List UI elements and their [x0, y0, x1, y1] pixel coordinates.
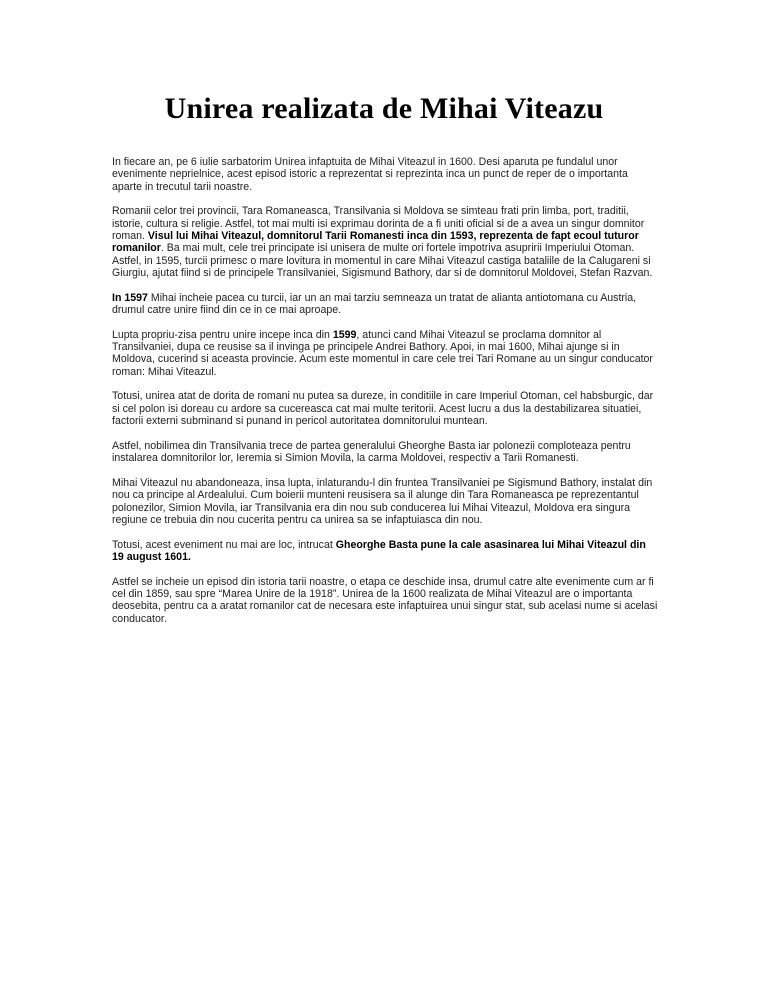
paragraph — [112, 156, 658, 193]
document-body — [112, 156, 658, 637]
document-title: Unirea realizata de Mihai Viteazu — [164, 92, 604, 125]
paragraph — [112, 292, 658, 317]
paragraph — [112, 440, 658, 465]
text-run: Mihai incheie pacea cu turcii, iar un an mai tarziu semneaza un tratat de alianta antiotomana cu Austria, drumul catre unire fiind din ce in ce mai aproape. — [112, 291, 637, 316]
paragraph — [112, 390, 658, 427]
paragraph — [112, 576, 658, 625]
bold-text-run: In 1597 — [112, 291, 148, 304]
text-run: Mihai Viteazul nu abandoneaza, insa lupta, inlaturandu-l din fruntea Transilvaniei pe Sigismund Bathory, instalat din nou ca principe al Ardealului. Cum boierii munteni reusisera sa il alunge din Tara Romaneasca pe reprezentantul polonezilor, Simion Movila, iar Transilvania era din nou sub conducerea lui Mihai Viteazul, Moldova era singura regiune ce trebuia din nou cucerita pentru ca unirea sa se infaptuiasca din nou. — [112, 476, 653, 526]
bold-text-run: Gheorghe Basta pune la cale asasinarea lui Mihai Viteazul din 19 august 1601. — [112, 538, 646, 563]
text-run: Astfel, nobilimea din Transilvania trece de partea generalului Gheorghe Basta iar polonezii comploteaza pentru instalarea domnitorilor lor, Ieremia si Simion Movila, la carma Moldovei, respectiv a Tarii Romanesti. — [112, 439, 631, 465]
text-run: Lupta propriu-zisa pentru unire incepe inca din — [112, 328, 333, 341]
paragraph — [112, 205, 658, 279]
text-run: Astfel se incheie un episod din istoria tarii noastre, o etapa ce deschide insa, drumul catre alte evenimente cum ar fi cel din 1859, sau spre “Marea Unire de la 1918”. Unirea de la 1600 realizata de Mihai Viteazul are o importanta deosebita, pentru ca a aratat romanilor cat de necesara este infaptuirea unui singur stat, sub acelasi nume si acelasi conducator. — [112, 575, 658, 625]
paragraph — [112, 329, 658, 378]
text-run: In fiecare an, pe 6 iulie sarbatorim Unirea infaptuita de Mihai Viteazul in 1600. Desi aparuta pe fundalul unor evenimente neprielnice, acest episod istoric a reprezentat si reprezinta inca un punct de reper de o importanta aparte in trecutul tarii noastre. — [112, 156, 628, 193]
text-run: . Ba mai mult, cele trei principate isi unisera de multe ori fortele impotriva asupririi Imperiului Otoman. Astfel, in 1595, turcii primesc o mare lovitura in momentul in care Mihai Viteazul castiga bataliile de la Calugareni si Giurgiu, ajutat fiind si de principele Transilvaniei, Sigismund Bathory, dar si de domnitorul Moldovei, Stefan Razvan. — [112, 242, 653, 279]
bold-text-run: 1599 — [332, 328, 357, 341]
text-run: Romanii celor trei provincii, Tara Romaneasca, Transilvania si Moldova se simteau frati prin limba, port, traditii, istorie, cultura si religie. Astfel, tot mai multi isi exprimau dorinta de a fi uniti oficial si de a avea un singur domnitor roman. — [112, 205, 645, 242]
text-run: Totusi, unirea atat de dorita de romani nu putea sa dureze, in conditiile in care Imperiul Otoman, cel habsburgic, dar si cel polon isi doreau cu ardore sa cucereasca cat mai multe teritorii. Acest lucru a dus la destabilizarea situatiei, factorii externi subminand si punand in pericol autoritatea domnitorului muntean. — [112, 390, 654, 428]
paragraph — [112, 477, 658, 526]
text-run: Totusi, acest eveniment nu mai are loc, intrucat — [112, 538, 336, 551]
text-run: , atunci cand Mihai Viteazul se proclama domnitor al Transilvaniei, dupa ce reusise sa il invinga pe principele Andrei Bathory. Apoi, in mai 1600, Mihai ajunge si in Moldova, cucerind si aceasta provincie. Acum este momentul in care cele trei Tari Romane au un singur conducator roman: Mihai Viteazul. — [112, 328, 653, 378]
bold-text-run: Visul lui Mihai Viteazul, domnitorul Tarii Romanesti inca din 1593, reprezenta de fapt ecoul tuturor romanilor — [112, 229, 639, 255]
paragraph — [112, 539, 658, 564]
